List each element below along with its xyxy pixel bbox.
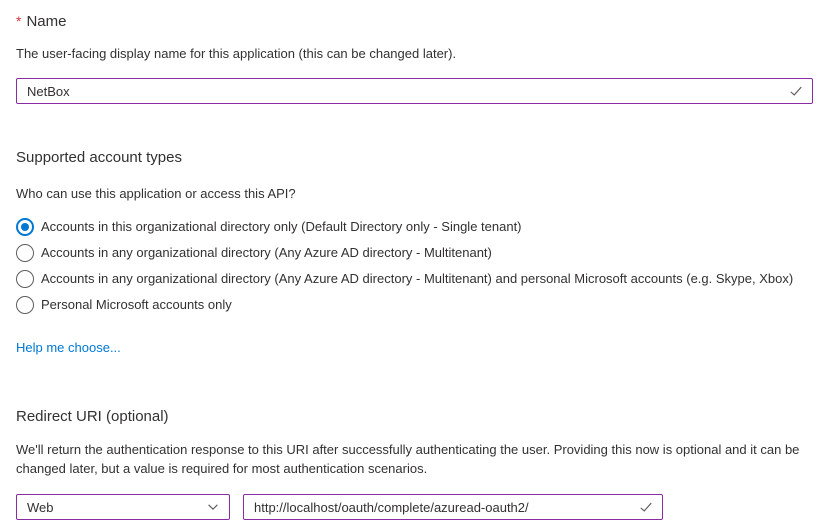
redirect-uri-input-wrap <box>243 494 663 520</box>
required-asterisk: * <box>16 13 22 29</box>
radio-button-icon[interactable] <box>16 218 34 236</box>
redirect-uri-section <box>16 406 813 520</box>
name-input[interactable] <box>16 78 813 104</box>
name-input-wrap <box>16 78 813 104</box>
radio-option-label: Accounts in any organizational directory (Any Azure AD directory - Multitenant) <box>41 245 492 260</box>
radio-option-multitenant-personal[interactable] <box>16 266 813 292</box>
account-types-radio-group <box>16 214 813 318</box>
radio-button-icon[interactable] <box>16 296 34 314</box>
redirect-uri-description: We'll return the authentication response to this URI after successfully authenticating the user. Providing this now is optional and it can be changed later, but a value is required for most authentication scenarios. <box>16 442 800 476</box>
radio-button-icon[interactable] <box>16 244 34 262</box>
radio-option-label: Accounts in any organizational directory (Any Azure AD directory - Multitenant) and personal Microsoft accounts (e.g. Skype, Xbox) <box>41 271 794 286</box>
redirect-uri-title: Redirect URI (optional) <box>16 408 169 425</box>
redirect-uri-controls <box>16 494 813 520</box>
account-types-question: Who can use this application or access this API? <box>16 186 296 201</box>
help-me-choose-link[interactable]: Help me choose... <box>16 340 121 355</box>
radio-button-icon[interactable] <box>16 270 34 288</box>
name-title-text: Name <box>26 13 67 30</box>
radio-option-label: Accounts in this organizational directory only (Default Directory only - Single tenant) <box>41 219 522 234</box>
account-types-title: Supported account types <box>16 149 182 166</box>
chevron-down-icon <box>206 500 220 514</box>
redirect-uri-input[interactable] <box>243 494 663 520</box>
radio-option-multitenant[interactable] <box>16 240 813 266</box>
radio-option-label: Personal Microsoft accounts only <box>41 297 232 312</box>
account-types-section <box>16 147 813 357</box>
platform-select[interactable] <box>16 494 230 520</box>
radio-option-single-tenant[interactable] <box>16 214 813 240</box>
platform-select-value: Web <box>27 499 54 515</box>
name-description: The user-facing display name for this application (this can be changed later). <box>16 46 457 61</box>
radio-option-personal-only[interactable] <box>16 292 813 318</box>
name-section-title <box>16 11 813 32</box>
